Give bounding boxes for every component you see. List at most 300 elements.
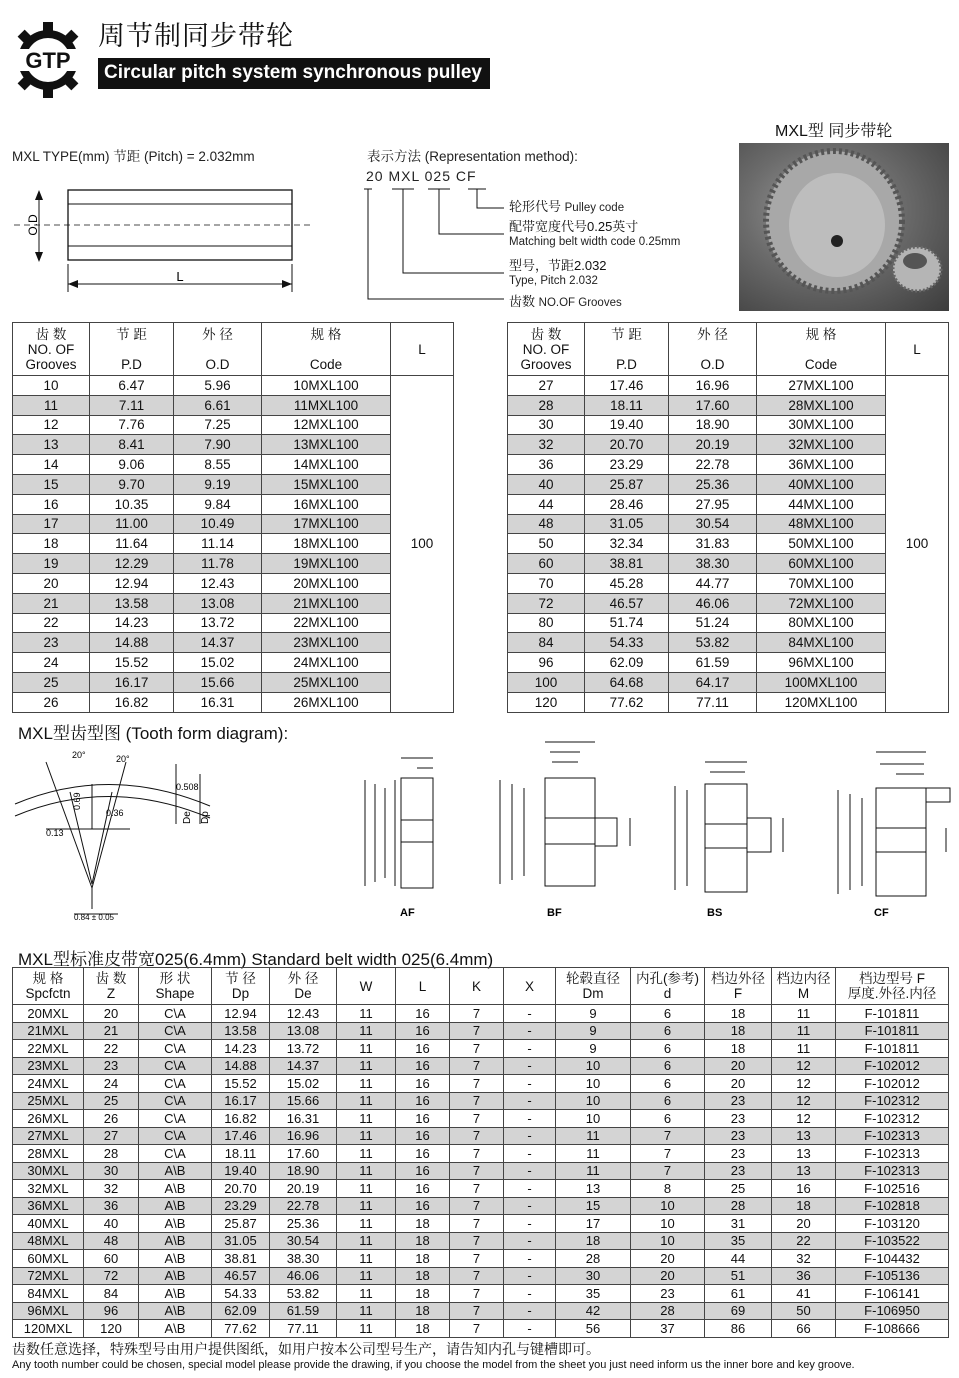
- table-cell: 16: [396, 1005, 450, 1023]
- table-row: [508, 593, 949, 613]
- table-cell: 24MXL100: [262, 653, 391, 673]
- table-cell: -: [504, 1022, 556, 1040]
- table-cell: 11: [337, 1180, 396, 1198]
- table-cell: 84: [508, 633, 585, 653]
- table-row: [508, 395, 949, 415]
- table-cell: 25.87: [585, 474, 669, 494]
- table-cell: 7: [450, 1302, 504, 1320]
- pulley-code-label: 轮形代号 Pulley code: [509, 199, 625, 214]
- table-cell: 28: [84, 1145, 139, 1163]
- table-cell: 26: [84, 1110, 139, 1128]
- table-cell: 60: [84, 1250, 139, 1268]
- table-cell: 18: [556, 1232, 631, 1250]
- table-cell: 23: [705, 1162, 772, 1180]
- table-cell: 20.70: [212, 1180, 270, 1198]
- table-cell: 10: [556, 1057, 631, 1075]
- table-cell: 77.11: [270, 1320, 337, 1338]
- table-row: [508, 534, 949, 554]
- table-cell: 38.81: [212, 1250, 270, 1268]
- table-cell: 16: [396, 1162, 450, 1180]
- table-cell: 10.49: [174, 514, 262, 534]
- table-cell: 7: [450, 1092, 504, 1110]
- svg-text:0.13: 0.13: [46, 828, 64, 838]
- table-cell: 15.02: [270, 1075, 337, 1093]
- table-cell: 19.40: [585, 415, 669, 435]
- table-cell: 10: [13, 376, 90, 396]
- table-cell: 77.11: [669, 692, 757, 712]
- pulley-type-bf: [490, 722, 640, 922]
- table-cell: 30.54: [669, 514, 757, 534]
- table-cell: 23: [705, 1145, 772, 1163]
- svg-text:0.69: 0.69: [72, 792, 82, 810]
- belt-table-row: [13, 1180, 949, 1198]
- table-cell: -: [504, 1267, 556, 1285]
- table-cell: 16: [396, 1040, 450, 1058]
- table-cell: 18: [396, 1285, 450, 1303]
- belt-table-header: 内孔(参考) d: [631, 968, 705, 1005]
- table-cell: 70: [508, 573, 585, 593]
- table-cell: -: [504, 1145, 556, 1163]
- table-cell: 14MXL100: [262, 455, 391, 475]
- table-cell: 84MXL: [13, 1285, 84, 1303]
- table-cell: 7: [450, 1005, 504, 1023]
- table-cell: 51.24: [669, 613, 757, 633]
- table-cell: 28MXL: [13, 1145, 84, 1163]
- table-cell: 28: [631, 1302, 705, 1320]
- table-cell: 7: [450, 1267, 504, 1285]
- table-cell: 12MXL100: [262, 415, 391, 435]
- belt-table-title: MXL型标准皮带宽025(6.4mm) Standard belt width 025(6.4mm): [18, 950, 494, 969]
- belt-table-row: [13, 1022, 949, 1040]
- table-cell: 10: [631, 1215, 705, 1233]
- table-cell: 12: [772, 1092, 836, 1110]
- table-row: [13, 672, 454, 692]
- pulley-type-af: [345, 728, 455, 923]
- table-cell: 13.08: [174, 593, 262, 613]
- table-cell: 23: [705, 1092, 772, 1110]
- table-row: [13, 534, 454, 554]
- table-cell: 31: [705, 1215, 772, 1233]
- table-cell: 15.02: [174, 653, 262, 673]
- table-cell: 53.82: [270, 1285, 337, 1303]
- table-cell: 21MXL100: [262, 593, 391, 613]
- belt-table-header: 档边外径 F: [705, 968, 772, 1005]
- table-cell: 10.35: [90, 494, 174, 514]
- table-cell: 86: [705, 1320, 772, 1338]
- table-cell: 22: [13, 613, 90, 633]
- table-cell: C\A: [139, 1022, 212, 1040]
- table-cell: 25.36: [270, 1215, 337, 1233]
- table-cell: 17.60: [270, 1145, 337, 1163]
- code-header: 规 格 Code: [757, 323, 886, 376]
- belt-table-row: [13, 1127, 949, 1145]
- table-cell: 53.82: [669, 633, 757, 653]
- logo-text: GTP: [25, 48, 71, 73]
- table-cell: -: [504, 1180, 556, 1198]
- table-cell: 25MXL100: [262, 672, 391, 692]
- table-cell: 14.23: [90, 613, 174, 633]
- table-row: [13, 514, 454, 534]
- table-cell: A\B: [139, 1250, 212, 1268]
- table-cell: F-101811: [836, 1022, 949, 1040]
- table-cell: F-102818: [836, 1197, 949, 1215]
- table-cell: 10: [631, 1232, 705, 1250]
- table-cell: -: [504, 1302, 556, 1320]
- belt-table-header: 规 格 Spcfctn: [13, 968, 84, 1005]
- belt-table-header: 外 径 De: [270, 968, 337, 1005]
- table-cell: -: [504, 1250, 556, 1268]
- table-cell: 13: [556, 1180, 631, 1198]
- table-cell: 19.40: [212, 1162, 270, 1180]
- table-cell: C\A: [139, 1110, 212, 1128]
- belt-table-row: [13, 1215, 949, 1233]
- table-cell: 7: [450, 1285, 504, 1303]
- belt-table-header: 轮毂直径 Dm: [556, 968, 631, 1005]
- table-row: [13, 395, 454, 415]
- table-row: [13, 415, 454, 435]
- table-cell: 16: [396, 1180, 450, 1198]
- table-cell: 21MXL: [13, 1022, 84, 1040]
- belt-width-code-label: 配带宽度代号0.25英寸 Matching belt width code 0.25mm: [509, 219, 681, 248]
- table-cell: 23.29: [585, 455, 669, 475]
- table-cell: 18: [396, 1267, 450, 1285]
- table-cell: 28: [556, 1250, 631, 1268]
- belt-table-header: 齿 数 Z: [84, 968, 139, 1005]
- table-row: [13, 494, 454, 514]
- table-cell: 7: [450, 1250, 504, 1268]
- table-cell: 20.19: [669, 435, 757, 455]
- table-cell: 80MXL100: [757, 613, 886, 633]
- table-cell: 11: [556, 1127, 631, 1145]
- table-cell: 16MXL100: [262, 494, 391, 514]
- table-cell: F-102312: [836, 1110, 949, 1128]
- table-cell: 23: [705, 1127, 772, 1145]
- table-cell: 15.52: [90, 653, 174, 673]
- table-cell: 11: [337, 1285, 396, 1303]
- page-title-cn: 周节制同步带轮: [98, 21, 294, 52]
- od-label: O.D: [26, 214, 40, 236]
- table-cell: 18: [396, 1250, 450, 1268]
- table-cell: -: [504, 1197, 556, 1215]
- table-cell: 25.87: [212, 1215, 270, 1233]
- table-cell: 23MXL100: [262, 633, 391, 653]
- table-cell: F-106141: [836, 1285, 949, 1303]
- table-cell: 18: [396, 1320, 450, 1338]
- table-cell: A\B: [139, 1320, 212, 1338]
- table-cell: 72: [84, 1267, 139, 1285]
- table-cell: 18.11: [585, 395, 669, 415]
- teeth-header: 齿 数 NO. OF Grooves: [508, 323, 585, 376]
- table-cell: 20: [13, 573, 90, 593]
- table-cell: 12.43: [270, 1005, 337, 1023]
- table-cell: 7.90: [174, 435, 262, 455]
- svg-text:BS: BS: [707, 907, 723, 919]
- table-cell: 41: [772, 1285, 836, 1303]
- table-cell: 12.94: [212, 1005, 270, 1023]
- table-cell: 11.64: [90, 534, 174, 554]
- l-header: L: [886, 323, 949, 376]
- table-cell: 40: [84, 1215, 139, 1233]
- table-cell: 60: [508, 554, 585, 574]
- table-cell: 54.33: [212, 1285, 270, 1303]
- table-row: [508, 376, 949, 396]
- belt-table-row: [13, 1162, 949, 1180]
- table-row: [508, 435, 949, 455]
- l-header: L: [391, 323, 454, 376]
- table-cell: 30MXL: [13, 1162, 84, 1180]
- table-cell: 84MXL100: [757, 633, 886, 653]
- table-cell: 11: [337, 1040, 396, 1058]
- table-cell: 46.57: [585, 593, 669, 613]
- code-example: 20 MXL 025 CF: [366, 168, 477, 184]
- table-cell: 25: [13, 672, 90, 692]
- table-cell: 61.59: [669, 653, 757, 673]
- type-pitch-label: 型号，节距2.032 Type, Pitch 2.032: [509, 258, 607, 287]
- table-cell: 9.19: [174, 474, 262, 494]
- table-cell: 20: [772, 1215, 836, 1233]
- table-cell: 12.43: [174, 573, 262, 593]
- table-cell: 13: [13, 435, 90, 455]
- table-cell: 6: [631, 1040, 705, 1058]
- table-cell: 37: [631, 1320, 705, 1338]
- table-cell: 10: [556, 1075, 631, 1093]
- table-cell: 24MXL: [13, 1075, 84, 1093]
- table-cell: 9.70: [90, 474, 174, 494]
- table-cell: 48MXL100: [757, 514, 886, 534]
- table-cell: C\A: [139, 1145, 212, 1163]
- table-cell: 17: [13, 514, 90, 534]
- table-cell: 96: [84, 1302, 139, 1320]
- table-cell: 20.19: [270, 1180, 337, 1198]
- table-cell: 100MXL100: [757, 672, 886, 692]
- table-cell: 9: [556, 1022, 631, 1040]
- table-cell: 11: [337, 1267, 396, 1285]
- svg-text:BF: BF: [547, 907, 562, 919]
- table-cell: 14.37: [270, 1057, 337, 1075]
- table-cell: 28: [705, 1197, 772, 1215]
- table-cell: 12: [13, 415, 90, 435]
- table-cell: 22.78: [669, 455, 757, 475]
- table-cell: 50: [772, 1302, 836, 1320]
- table-cell: F-104432: [836, 1250, 949, 1268]
- svg-text:AF: AF: [400, 907, 415, 919]
- od-header: 外 径 O.D: [669, 323, 757, 376]
- table-cell: A\B: [139, 1162, 212, 1180]
- table-cell: 7: [450, 1197, 504, 1215]
- table-row: [508, 494, 949, 514]
- l-label: L: [176, 269, 184, 284]
- table-cell: 18: [705, 1022, 772, 1040]
- svg-text:0.508: 0.508: [176, 782, 199, 792]
- table-cell: 22: [772, 1232, 836, 1250]
- table-cell: 16: [772, 1180, 836, 1198]
- belt-drawing: [14, 180, 314, 295]
- table-cell: 10: [556, 1110, 631, 1128]
- representation-title: 表示方法 (Representation method):: [367, 149, 578, 164]
- table-cell: 70MXL100: [757, 573, 886, 593]
- table-cell: 27: [84, 1127, 139, 1145]
- table-cell: F-102312: [836, 1092, 949, 1110]
- table-cell: 23MXL: [13, 1057, 84, 1075]
- table-cell: 46.57: [212, 1267, 270, 1285]
- table-cell: F-105136: [836, 1267, 949, 1285]
- table-cell: 120: [84, 1320, 139, 1338]
- table-row: [508, 692, 949, 712]
- table-cell: 16.31: [270, 1110, 337, 1128]
- table-cell: 40: [508, 474, 585, 494]
- footer-note-cn: 齿数任意选择，特殊型号由用户提供图纸，如用户按本公司型号生产，请告知内孔与键槽即可。: [12, 1341, 600, 1357]
- table-cell: 28: [508, 395, 585, 415]
- table-cell: 69: [705, 1302, 772, 1320]
- table-cell: 13MXL100: [262, 435, 391, 455]
- table-cell: 5.96: [174, 376, 262, 396]
- table-cell: 17MXL100: [262, 514, 391, 534]
- table-cell: 96MXL: [13, 1302, 84, 1320]
- table-cell: 11: [337, 1302, 396, 1320]
- table-cell: 48MXL: [13, 1232, 84, 1250]
- table-cell: 32: [772, 1250, 836, 1268]
- table-cell: 51.74: [585, 613, 669, 633]
- table-cell: 42: [556, 1302, 631, 1320]
- table-cell: F-102012: [836, 1075, 949, 1093]
- table-cell: 25: [84, 1092, 139, 1110]
- table-cell: 8.55: [174, 455, 262, 475]
- table-cell: 18MXL100: [262, 534, 391, 554]
- table-cell: 16.17: [212, 1092, 270, 1110]
- table-cell: 18: [13, 534, 90, 554]
- table-cell: 18.11: [212, 1145, 270, 1163]
- table-cell: 6: [631, 1005, 705, 1023]
- svg-text:Dp: Dp: [200, 811, 211, 824]
- table-cell: 23: [705, 1110, 772, 1128]
- table-cell: 6: [631, 1110, 705, 1128]
- table-cell: 60MXL: [13, 1250, 84, 1268]
- table-cell: 11: [337, 1022, 396, 1040]
- table-cell: 16: [396, 1075, 450, 1093]
- table-cell: 21: [84, 1022, 139, 1040]
- table-cell: 64.17: [669, 672, 757, 692]
- pulley-type-cf: [828, 740, 953, 922]
- table-cell: 31.05: [212, 1232, 270, 1250]
- table-cell: 35: [556, 1285, 631, 1303]
- belt-table-header: 档边内径 M: [772, 968, 836, 1005]
- table-cell: 46.06: [270, 1267, 337, 1285]
- table-cell: 20: [631, 1267, 705, 1285]
- svg-text:0.84 ± 0.05: 0.84 ± 0.05: [74, 913, 114, 922]
- table-cell: 62.09: [585, 653, 669, 673]
- table-cell: C\A: [139, 1092, 212, 1110]
- table-cell: 77.62: [212, 1320, 270, 1338]
- table-cell: 19: [13, 554, 90, 574]
- table-cell: 61: [705, 1285, 772, 1303]
- table-cell: A\B: [139, 1285, 212, 1303]
- table-cell: C\A: [139, 1127, 212, 1145]
- table-cell: 18.90: [669, 415, 757, 435]
- table-row: [508, 633, 949, 653]
- table-cell: A\B: [139, 1302, 212, 1320]
- code-leader-lines: [362, 186, 512, 306]
- table-cell: 16: [396, 1110, 450, 1128]
- table-cell: 7: [450, 1022, 504, 1040]
- table-cell: 120MXL: [13, 1320, 84, 1338]
- table-cell: 13: [772, 1162, 836, 1180]
- belt-table-row: [13, 1075, 949, 1093]
- table-cell: 30: [508, 415, 585, 435]
- table-cell: 31.83: [669, 534, 757, 554]
- table-cell: 16: [396, 1197, 450, 1215]
- svg-text:0.36: 0.36: [106, 808, 124, 818]
- table-cell: 48: [84, 1232, 139, 1250]
- table-cell: 45.28: [585, 573, 669, 593]
- table-cell: 11: [337, 1232, 396, 1250]
- table-cell: 25MXL: [13, 1092, 84, 1110]
- table-cell: 16: [396, 1022, 450, 1040]
- table-cell: 30MXL100: [757, 415, 886, 435]
- table-cell: 11: [337, 1127, 396, 1145]
- table-cell: 22MXL: [13, 1040, 84, 1058]
- table-cell: 11: [772, 1005, 836, 1023]
- table-cell: -: [504, 1162, 556, 1180]
- belt-table-header: 档边型号 F 厚度.外径.内径: [836, 968, 949, 1005]
- table-cell: 18.90: [270, 1162, 337, 1180]
- table-cell: 54.33: [585, 633, 669, 653]
- table-cell: 12: [772, 1075, 836, 1093]
- table-cell: 6: [631, 1057, 705, 1075]
- table-row: [13, 653, 454, 673]
- table-row: [13, 633, 454, 653]
- table-cell: 24: [84, 1075, 139, 1093]
- table-cell: 46.06: [669, 593, 757, 613]
- table-cell: F-101811: [836, 1040, 949, 1058]
- table-cell: 11.14: [174, 534, 262, 554]
- table-cell: 40MXL100: [757, 474, 886, 494]
- table-cell: C\A: [139, 1075, 212, 1093]
- table-cell: 11: [556, 1162, 631, 1180]
- gtp-logo: [8, 20, 88, 100]
- table-cell: 10: [631, 1197, 705, 1215]
- table-cell: 64.68: [585, 672, 669, 692]
- table-cell: 7: [450, 1075, 504, 1093]
- table-cell: 36MXL: [13, 1197, 84, 1215]
- table-cell: 30: [84, 1162, 139, 1180]
- belt-table-row: [13, 1040, 949, 1058]
- code-header: 规 格 Code: [262, 323, 391, 376]
- table-cell: 7.11: [90, 395, 174, 415]
- table-cell: 23: [84, 1057, 139, 1075]
- l-value-cell: 100: [391, 376, 454, 713]
- table-cell: 56: [556, 1320, 631, 1338]
- table-cell: 11: [337, 1215, 396, 1233]
- table-cell: 96: [508, 653, 585, 673]
- table-cell: 44.77: [669, 573, 757, 593]
- table-cell: 20: [631, 1250, 705, 1268]
- table-cell: 16: [396, 1057, 450, 1075]
- table-cell: 7: [450, 1110, 504, 1128]
- table-row: [13, 376, 454, 396]
- table-cell: 7: [450, 1215, 504, 1233]
- table-cell: 6: [631, 1092, 705, 1110]
- table-cell: 44MXL100: [757, 494, 886, 514]
- table-cell: 11: [337, 1197, 396, 1215]
- pulley-type-bs: [665, 742, 795, 922]
- table-cell: 120: [508, 692, 585, 712]
- table-row: [508, 554, 949, 574]
- table-cell: 17: [556, 1215, 631, 1233]
- table-cell: 38.30: [270, 1250, 337, 1268]
- table-cell: F-102313: [836, 1127, 949, 1145]
- table-cell: F-102012: [836, 1057, 949, 1075]
- table-cell: 16.31: [174, 692, 262, 712]
